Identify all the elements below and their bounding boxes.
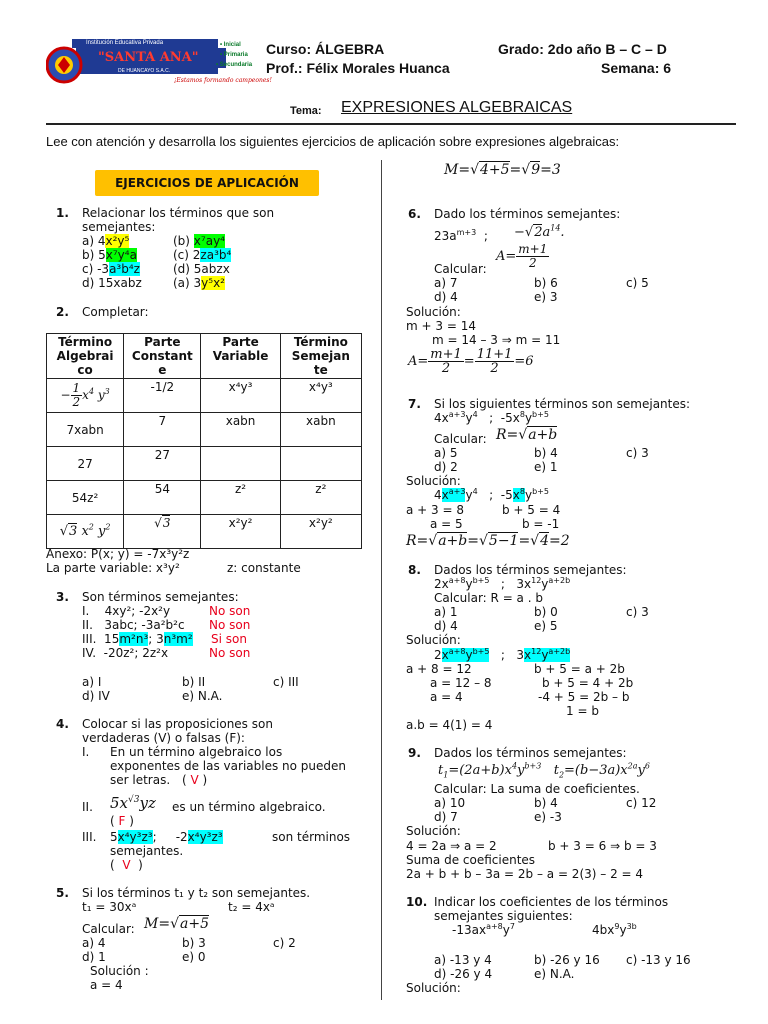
q8-solution-line: b + 5 = 4 + 2b xyxy=(542,676,634,690)
table-cell: 27 xyxy=(47,447,124,481)
q6-option-d: d) 4 xyxy=(434,290,458,304)
topic-title: EXPRESIONES ALGEBRAICAS xyxy=(341,99,573,116)
q9-terms: $t_1=(2a+b)x^4y^{b+3}$ $t_2=(b-3a)x^{2a}y^6$ xyxy=(438,761,650,780)
q9-solution-line4: 2a + b + b – 3a = 2b – a = 2(3) – 2 = 4 xyxy=(406,867,644,881)
q4-i-answer: ( V ) xyxy=(182,773,208,787)
q4-text-line1: Colocar si las proposiciones son xyxy=(82,717,273,731)
q8-option-c: c) 3 xyxy=(626,605,649,619)
q4-ii-text: es un término algebraico. xyxy=(172,800,326,814)
annex-line2: La parte variable: x³y² xyxy=(46,561,180,575)
q8-solution-line: 1 = b xyxy=(566,704,599,718)
q6-number: 6. xyxy=(408,207,421,221)
q10-option-e: e) N.A. xyxy=(534,967,575,981)
table-header: Término Semejan te xyxy=(280,334,361,379)
q9-solution-line3: Suma de coeficientes xyxy=(406,853,536,867)
q10-text-line2: semejantes siguientes: xyxy=(434,909,573,923)
q10-option-c: c) -13 y 16 xyxy=(626,953,691,967)
q4-roman-1: I. xyxy=(82,745,90,759)
q5-t1: t₁ = 30xᵃ xyxy=(82,900,137,914)
q5-formula: M=√a+5 xyxy=(144,916,209,932)
table-header: Parte Variable xyxy=(201,334,280,379)
q4-iii-answer: ( V ) xyxy=(110,858,143,872)
table-cell: x⁴y³ xyxy=(280,379,361,413)
q10-text-line1: Indicar los coeficientes de los términos xyxy=(434,895,669,909)
q4-number: 4. xyxy=(56,717,69,731)
q4-text-line2: verdaderas (V) o falsas (F): xyxy=(82,731,245,745)
q3-item-3: III. 15m²n³; 3n³m² xyxy=(82,632,193,646)
q3-answer-1: No son xyxy=(209,604,251,618)
q9-option-c: c) 12 xyxy=(626,796,657,810)
header-divider xyxy=(46,123,736,125)
teacher-label: Prof.: Félix Morales Huanca xyxy=(266,60,450,76)
q9-number: 9. xyxy=(408,746,421,760)
q4-i-line3: ser letras. xyxy=(110,773,171,787)
q3-answer-4: No son xyxy=(209,646,251,660)
q7-number: 7. xyxy=(408,397,421,411)
q5-solution-line1: a = 4 xyxy=(90,978,123,992)
table-cell: √3 $x^2$ $y^2$ xyxy=(47,515,124,549)
q3-answer-3: Si son xyxy=(211,632,247,646)
q10-term-1: $-13ax^{a+8}y^7$ xyxy=(452,922,515,937)
q9-option-e: e) -3 xyxy=(534,810,562,824)
topic-label: Tema: xyxy=(290,105,322,117)
q7-solution-line2: b + 5 = 4 xyxy=(502,503,561,517)
q10-number: 10. xyxy=(406,895,428,909)
q9-solution-label: Solución: xyxy=(406,824,461,838)
q6-option-e: e) 3 xyxy=(534,290,558,304)
q3-item-4: IV. -20z²; 2z²x xyxy=(82,646,169,660)
q6-term-1: $23a^{m+3}$ ; xyxy=(434,228,488,243)
intro-text: Lee con atención y desarrolla los siguientes ejercicios de aplicación sobre expresiones algebraicas: xyxy=(46,134,620,149)
q3-number: 3. xyxy=(56,590,69,604)
q1-left-c: c) -3a³b⁴z xyxy=(82,262,140,276)
q5-text: Si los términos t₁ y t₂ son semejantes. xyxy=(82,886,311,900)
q5-t2: t₂ = 4xᵃ xyxy=(228,900,275,914)
q7-terms: $4x^{a+3}y^4$ ; $-5x^8y^{b+5}$ xyxy=(434,410,549,425)
q7-option-e: e) 1 xyxy=(534,460,558,474)
q1-text-line2: semejantes: xyxy=(82,220,156,234)
logo-motto: ¡Estamos formando campeones! xyxy=(174,77,272,84)
q5-result-eq: M=√4+5=√9=3 xyxy=(444,162,561,178)
q1-left-a: a) 4x²y⁵ xyxy=(82,234,130,248)
q4-iii-text: son términos xyxy=(272,830,351,844)
q10-option-a: a) -13 y 4 xyxy=(434,953,492,967)
q8-terms: $2x^{a+8}y^{b+5}$ ; $3x^{12}y^{a+2b}$ xyxy=(434,576,571,591)
q5-option-b: b) 3 xyxy=(182,936,206,950)
q9-solution-line2: b + 3 = 6 ⇒ b = 3 xyxy=(548,839,657,853)
q3-option-a: a) I xyxy=(82,675,102,689)
q9-solution-line1: 4 = 2a ⇒ a = 2 xyxy=(406,839,497,853)
q6-option-b: b) 6 xyxy=(534,276,558,290)
table-row xyxy=(47,481,362,515)
q3-item-2: II. 3abc; -3a²b²c xyxy=(82,618,185,632)
q7-solution-label: Solución: xyxy=(406,474,461,488)
q1-right-d: (d) 5abzx xyxy=(173,262,230,276)
q1-right-c: (c) 2za³b⁴ xyxy=(173,248,232,262)
q8-option-e: e) 5 xyxy=(534,619,558,633)
table-row xyxy=(47,379,362,413)
annex-line1: Anexo: P(x; y) = -7x³y²z xyxy=(46,547,190,561)
q1-text-line1: Relacionar los términos que son xyxy=(82,206,275,220)
table-cell: x²y² xyxy=(201,515,280,549)
q7-option-b: b) 4 xyxy=(534,446,558,460)
q4-iii-line2: semejantes. xyxy=(110,844,184,858)
q7-solution-line4: b = -1 xyxy=(522,517,560,531)
q9-text: Dados los términos semejantes: xyxy=(434,746,627,760)
q7-calc-label: Calcular: xyxy=(434,432,487,446)
q1-right-a: (a) 3y⁵x² xyxy=(173,276,225,290)
table-cell: z² xyxy=(201,481,280,515)
q6-solution-formula: A= $\frac{m+1}{2}$ = $\frac{11+1}{2}$ =6 xyxy=(408,347,534,376)
q2-text: Completar: xyxy=(82,305,149,319)
q7-solution-line3: a = 5 xyxy=(430,517,463,531)
logo-level-1: • Inicial xyxy=(220,42,241,48)
school-logo xyxy=(46,35,272,97)
logo-sub-text: DE HUANCAYO S.A.C. xyxy=(118,68,171,74)
section-title: EJERCICIOS DE APLICACIÓN xyxy=(95,170,319,196)
q1-number: 1. xyxy=(56,206,69,220)
logo-level-2: • Primaria xyxy=(220,52,248,58)
q3-option-b: b) II xyxy=(182,675,206,689)
q8-option-d: d) 4 xyxy=(434,619,458,633)
q6-term-2: $-√2a^{14}$. xyxy=(514,223,565,240)
table-cell: 7 xyxy=(124,413,201,447)
q10-term-2: $4bx^9y^{3b}$ xyxy=(592,922,637,937)
logo-top-text: Institución Educativa Privada xyxy=(86,40,164,46)
q6-text: Dado los términos semejantes: xyxy=(434,207,621,221)
q8-text: Dados los términos semejantes: xyxy=(434,563,627,577)
q8-solution-terms: $2x^{a+8}y^{b+5}$ ; $3x^{12}y^{a+2b}$ xyxy=(434,647,571,662)
q7-option-a: a) 5 xyxy=(434,446,458,460)
q3-answer-2: No son xyxy=(209,618,251,632)
q8-number: 8. xyxy=(408,563,421,577)
q3-option-c: c) III xyxy=(273,675,299,689)
table-header: Parte Constant e xyxy=(124,334,201,379)
q5-number: 5. xyxy=(56,886,69,900)
q3-text: Son términos semejantes: xyxy=(82,590,239,604)
q7-option-d: d) 2 xyxy=(434,460,458,474)
column-divider xyxy=(381,160,382,1000)
table-cell xyxy=(280,447,361,481)
q7-text: Si los siguientes términos son semejantes: xyxy=(434,397,691,411)
table-cell: 54 xyxy=(124,481,201,515)
table-row xyxy=(47,413,362,447)
table-cell: xabn xyxy=(280,413,361,447)
q9-option-b: b) 4 xyxy=(534,796,558,810)
q8-solution-line: a = 4 xyxy=(430,690,463,704)
q5-option-c: c) 2 xyxy=(273,936,296,950)
q4-iii-terms: 5x⁴y³z³; -2x⁴y³z³ xyxy=(110,830,223,844)
q2-number: 2. xyxy=(56,305,69,319)
q7-solution-formula: R=√a+b=√5−1=√4=2 xyxy=(406,533,570,549)
annex-line3: z: constante xyxy=(227,561,301,575)
q10-option-d: d) -26 y 4 xyxy=(434,967,493,981)
q4-roman-2: II. xyxy=(82,800,93,814)
q8-calc-label: Calcular: R = a . b xyxy=(434,591,543,605)
table-cell xyxy=(201,447,280,481)
q9-calc-label: Calcular: La suma de coeficientes. xyxy=(434,782,640,796)
q4-ii-expression: $5x^{√3}yz$ xyxy=(110,794,156,812)
q3-item-1: I. 4xy²; -2x²y xyxy=(82,604,171,618)
q5-calc-label: Calcular: xyxy=(82,922,135,936)
q6-option-c: c) 5 xyxy=(626,276,649,290)
q3-option-d: d) IV xyxy=(82,689,110,703)
table-cell: 54z² xyxy=(47,481,124,515)
table-cell: x²y² xyxy=(280,515,361,549)
logo-level-3: • Secundaria xyxy=(216,62,253,68)
q7-formula: R=√a+b xyxy=(496,427,558,443)
q6-solution-line1: m + 3 = 14 xyxy=(406,319,476,333)
q5-solution-label: Solución : xyxy=(90,964,149,978)
table-row xyxy=(47,515,362,549)
q10-option-b: b) -26 y 16 xyxy=(534,953,600,967)
terms-table xyxy=(46,333,362,549)
q8-solution-line: a = 12 – 8 xyxy=(430,676,492,690)
q5-option-a: a) 4 xyxy=(82,936,106,950)
q8-option-a: a) 1 xyxy=(434,605,458,619)
q5-option-d: d) 1 xyxy=(82,950,106,964)
logo-school-name: "SANTA ANA" xyxy=(98,50,199,65)
q1-left-d: d) 15xabz xyxy=(82,276,142,290)
q4-roman-3: III. xyxy=(82,830,97,844)
table-cell: xabn xyxy=(201,413,280,447)
table-cell: x⁴y³ xyxy=(201,379,280,413)
q6-calc-label: Calcular: xyxy=(434,262,487,276)
q1-right-b: (b) x⁷ay⁴ xyxy=(173,234,225,248)
table-cell: √3 xyxy=(124,515,201,549)
table-cell: − $\frac{1}{2}$ $x^4$ $y^3$ xyxy=(47,379,124,413)
q8-solution-line: a + 8 = 12 xyxy=(406,662,472,676)
q6-option-a: a) 7 xyxy=(434,276,458,290)
q7-solution-terms: $4x^{a+3}y^4$ ; $-5x^8y^{b+5}$ xyxy=(434,487,549,502)
q8-solution-result: a.b = 4(1) = 4 xyxy=(406,718,493,732)
q1-left-b: b) 5x⁷y⁴a xyxy=(82,248,137,262)
week-label: Semana: 6 xyxy=(601,60,672,76)
q8-option-b: b) 0 xyxy=(534,605,558,619)
course-label: Curso: ÁLGEBRA xyxy=(266,41,385,57)
q4-i-line1: En un término algebraico los xyxy=(110,745,283,759)
table-row xyxy=(47,447,362,481)
q8-solution-line: -4 + 5 = 2b – b xyxy=(538,690,630,704)
q8-solution-label: Solución: xyxy=(406,633,461,647)
q10-solution-label: Solución: xyxy=(406,981,461,995)
q7-option-c: c) 3 xyxy=(626,446,649,460)
q7-solution-line1: a + 3 = 8 xyxy=(406,503,464,517)
q4-i-line2: exponentes de las variables no pueden xyxy=(110,759,346,773)
table-cell: 27 xyxy=(124,447,201,481)
q9-option-d: d) 7 xyxy=(434,810,458,824)
table-header: Término Algebrai co xyxy=(47,334,124,379)
q8-solution-line: b + 5 = a + 2b xyxy=(534,662,625,676)
table-cell: z² xyxy=(280,481,361,515)
q6-solution-line2: m = 14 – 3 ⇒ m = 11 xyxy=(432,333,561,347)
grade-label: Grado: 2do año B – C – D xyxy=(498,41,667,57)
q6-solution-label: Solución: xyxy=(406,305,461,319)
q6-formula: A= $\frac{m+1}{2}$ xyxy=(496,242,548,270)
q9-option-a: a) 10 xyxy=(434,796,466,810)
q3-option-e: e) N.A. xyxy=(182,689,223,703)
table-cell: 7xabn xyxy=(47,413,124,447)
q4-ii-answer: ( F ) xyxy=(110,814,134,828)
table-cell: -1/2 xyxy=(124,379,201,413)
q5-option-e: e) 0 xyxy=(182,950,206,964)
